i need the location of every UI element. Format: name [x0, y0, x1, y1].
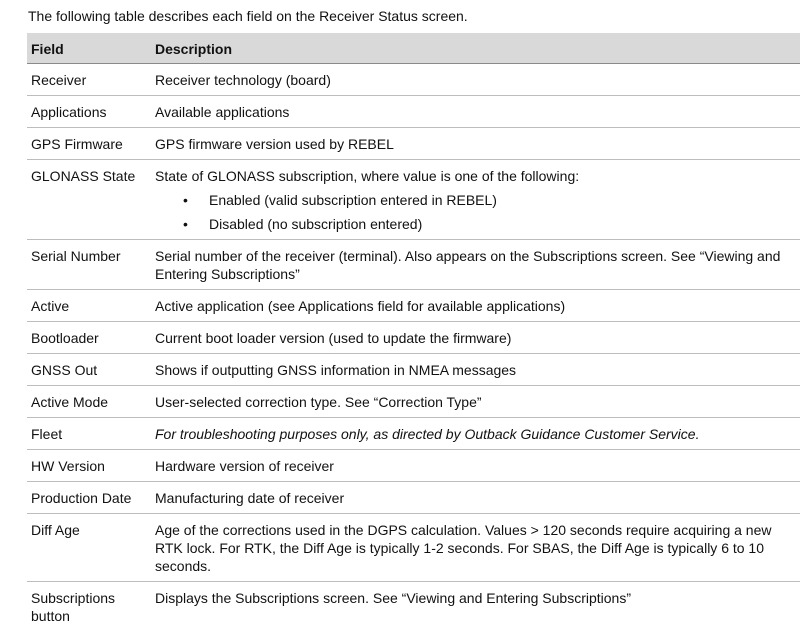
field-description: User-selected correction type. See “Correction Type” — [151, 386, 800, 418]
field-name: Fleet — [27, 418, 151, 450]
field-description: Hardware version of receiver — [151, 450, 800, 482]
field-name: Receiver — [27, 64, 151, 96]
field-name: HW Version — [27, 450, 151, 482]
intro-text: The following table describes each field on the Receiver Status screen. — [28, 7, 468, 25]
table-row — [27, 290, 800, 322]
field-description: Shows if outputting GNSS information in NMEA messages — [151, 354, 800, 386]
field-description-cell — [151, 160, 800, 240]
list-item — [209, 191, 796, 209]
table-row — [27, 354, 800, 386]
table-row — [27, 240, 800, 290]
table-row — [27, 386, 800, 418]
field-name: Diff Age — [27, 514, 151, 582]
field-name: Bootloader — [27, 322, 151, 354]
list-item-text: Enabled (valid subscription entered in REBEL) — [209, 192, 497, 208]
field-name: Production Date — [27, 482, 151, 514]
field-description: Receiver technology (board) — [151, 64, 800, 96]
field-description: Serial number of the receiver (terminal). Also appears on the Subscriptions screen. See “Viewing and Entering Subscriptions” — [151, 240, 800, 290]
bullet-icon: • — [183, 191, 188, 209]
table-row — [27, 322, 800, 354]
field-description: Active application (see Applications field for available applications) — [151, 290, 800, 322]
field-description: Current boot loader version (used to update the firmware) — [151, 322, 800, 354]
table-row — [27, 160, 800, 240]
field-description: Displays the Subscriptions screen. See “Viewing and Entering Subscriptions” — [151, 582, 800, 631]
field-name: Serial Number — [27, 240, 151, 290]
field-name: GLONASS State — [27, 160, 151, 240]
field-name: Applications — [27, 96, 151, 128]
table-row — [27, 450, 800, 482]
bullet-icon: • — [183, 215, 188, 233]
field-name: GNSS Out — [27, 354, 151, 386]
table-row — [27, 418, 800, 450]
column-header-description: Description — [151, 33, 800, 64]
table-row — [27, 514, 800, 582]
field-description: Manufacturing date of receiver — [151, 482, 800, 514]
glonass-state-values — [155, 191, 796, 233]
field-description: State of GLONASS subscription, where value is one of the following: — [155, 167, 796, 185]
field-description-table — [27, 33, 800, 631]
column-header-field: Field — [27, 33, 151, 64]
table-row — [27, 96, 800, 128]
field-name: GPS Firmware — [27, 128, 151, 160]
field-name: Active — [27, 290, 151, 322]
field-description: Available applications — [151, 96, 800, 128]
table-row — [27, 482, 800, 514]
table-row — [27, 582, 800, 631]
field-description: GPS firmware version used by REBEL — [151, 128, 800, 160]
field-name: Subscriptions button — [27, 582, 151, 631]
field-description: Age of the corrections used in the DGPS calculation. Values > 120 seconds require acquiring a new RTK lock. For RTK, the Diff Age is typically 1-2 seconds. For SBAS, the Diff Age is typically 6 to 10 seconds. — [151, 514, 800, 582]
field-name: Active Mode — [27, 386, 151, 418]
table-row — [27, 128, 800, 160]
table-header-row — [27, 33, 800, 64]
list-item-text: Disabled (no subscription entered) — [209, 216, 422, 232]
table-row — [27, 64, 800, 96]
field-description: For troubleshooting purposes only, as directed by Outback Guidance Customer Service. — [151, 418, 800, 450]
list-item — [209, 215, 796, 233]
